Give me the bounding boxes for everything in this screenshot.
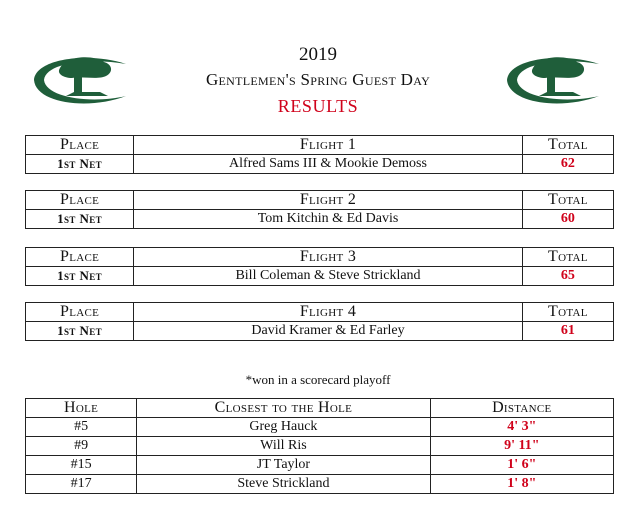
table-row (26, 210, 614, 229)
table-header-row (26, 399, 614, 418)
total-cell: 61 (522, 322, 613, 341)
place-header: Place (26, 303, 134, 322)
flight-header: Flight 2 (134, 191, 523, 210)
place-cell: 1st Net (26, 322, 134, 341)
place-cell: 1st Net (26, 155, 134, 174)
distance-cell: 1' 8" (430, 475, 613, 494)
players-cell: Bill Coleman & Steve Strickland (134, 267, 523, 286)
total-cell: 65 (522, 267, 613, 286)
table-row (26, 418, 614, 437)
hole-header: Hole (26, 399, 137, 418)
closest-header: Closest to the Hole (137, 399, 430, 418)
distance-cell: 1' 6" (430, 456, 613, 475)
distance-header: Distance (430, 399, 613, 418)
table-row (26, 155, 614, 174)
table-header-row (26, 248, 614, 267)
flight-header: Flight 4 (134, 303, 523, 322)
table-header-row (26, 303, 614, 322)
place-header: Place (26, 136, 134, 155)
flight-header: Flight 1 (134, 136, 523, 155)
event-year: 2019 (299, 44, 337, 65)
total-header: Total (522, 191, 613, 210)
hole-cell: #15 (26, 456, 137, 475)
total-cell: 62 (522, 155, 613, 174)
flight-1-table (25, 135, 614, 174)
flight-header: Flight 3 (134, 248, 523, 267)
flight-2-table (25, 190, 614, 229)
hole-cell: #17 (26, 475, 137, 494)
table-row (26, 437, 614, 456)
distance-cell: 9' 11" (430, 437, 613, 456)
playoff-note: *won in a scorecard playoff (245, 372, 391, 387)
place-cell: 1st Net (26, 267, 134, 286)
players-cell: Alfred Sams III & Mookie Demoss (134, 155, 523, 174)
place-header: Place (26, 248, 134, 267)
closest-to-hole-table (25, 398, 614, 494)
results-heading: RESULTS (277, 96, 359, 116)
hole-cell: #5 (26, 418, 137, 437)
players-cell: David Kramer & Ed Farley (134, 322, 523, 341)
total-cell: 60 (522, 210, 613, 229)
distance-cell: 4' 3" (430, 418, 613, 437)
winner-cell: JT Taylor (137, 456, 430, 475)
table-header-row (26, 191, 614, 210)
winner-cell: Greg Hauck (137, 418, 430, 437)
place-cell: 1st Net (26, 210, 134, 229)
players-cell: Tom Kitchin & Ed Davis (134, 210, 523, 229)
table-row (26, 322, 614, 341)
flight-4-table (25, 302, 614, 341)
total-header: Total (522, 248, 613, 267)
table-header-row (26, 136, 614, 155)
total-header: Total (522, 303, 613, 322)
winner-cell: Steve Strickland (137, 475, 430, 494)
total-header: Total (522, 136, 613, 155)
flight-3-table (25, 247, 614, 286)
table-row (26, 456, 614, 475)
place-header: Place (26, 191, 134, 210)
winner-cell: Will Ris (137, 437, 430, 456)
hole-cell: #9 (26, 437, 137, 456)
event-title: Gentlemen's Spring Guest Day (205, 70, 431, 89)
table-row (26, 475, 614, 494)
table-row (26, 267, 614, 286)
